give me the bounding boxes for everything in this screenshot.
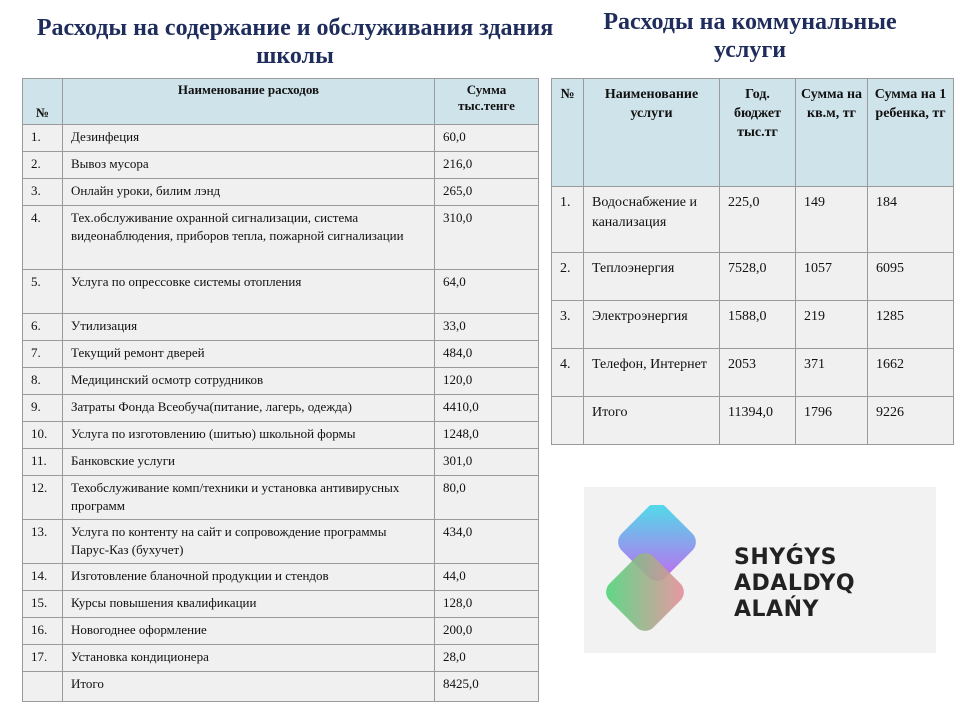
- logo-line-2: ADALDYQ ALAŃY: [734, 571, 856, 622]
- row-name: Дезинфеция: [63, 125, 435, 152]
- row-annual-budget: 11394,0: [720, 397, 796, 445]
- row-number: 8.: [23, 368, 63, 395]
- row-sum: 301,0: [435, 449, 539, 476]
- header-service: Наименование услуги: [584, 79, 720, 187]
- row-number: 1.: [23, 125, 63, 152]
- row-number: 3.: [23, 179, 63, 206]
- utilities-title: Расходы на коммунальные услуги: [603, 9, 897, 63]
- utilities-table: [551, 78, 954, 445]
- table-row: [23, 422, 539, 449]
- row-sum: 1248,0: [435, 422, 539, 449]
- table-row: [23, 368, 539, 395]
- logo-line-1: SHYǴYS: [734, 545, 838, 570]
- row-sum: 484,0: [435, 341, 539, 368]
- row-number: 16.: [23, 618, 63, 645]
- row-name: Банковские услуги: [63, 449, 435, 476]
- row-annual-budget: 2053: [720, 349, 796, 397]
- table-row: [552, 187, 954, 253]
- row-per-child: 1285: [868, 301, 954, 349]
- row-name: Услуга по контенту на сайт и сопровождение программы Парус-Каз (бухучет): [63, 520, 435, 564]
- row-sum: 8425,0: [435, 672, 539, 702]
- row-name: Изготовление бланочной продукции и стендов: [63, 564, 435, 591]
- row-service: Электроэнергия: [584, 301, 720, 349]
- row-name: Медицинский осмотр сотрудников: [63, 368, 435, 395]
- row-name: Курсы повышения квалификации: [63, 591, 435, 618]
- row-sum: 128,0: [435, 591, 539, 618]
- row-number: 14.: [23, 564, 63, 591]
- row-number: 4.: [552, 349, 584, 397]
- row-name: Вывоз мусора: [63, 152, 435, 179]
- row-name: Текущий ремонт дверей: [63, 341, 435, 368]
- row-name: Тех.обслуживание охранной сигнализации, система видеонаблюдения, приборов тепла, пожарной сигнализации: [63, 206, 435, 270]
- table-row: [552, 397, 954, 445]
- row-sum: 434,0: [435, 520, 539, 564]
- header-per-child: Сумма на 1 ребенка, тг: [868, 79, 954, 187]
- row-service: Итого: [584, 397, 720, 445]
- row-name: Утилизация: [63, 314, 435, 341]
- row-number: 9.: [23, 395, 63, 422]
- row-number: 2.: [552, 253, 584, 301]
- table-row: [23, 645, 539, 672]
- row-name: Техобслуживание комп/техники и установка антивирусных программ: [63, 476, 435, 520]
- row-number: 13.: [23, 520, 63, 564]
- row-name: Новогоднее оформление: [63, 618, 435, 645]
- row-sum: 4410,0: [435, 395, 539, 422]
- logo-mark-icon: [598, 505, 718, 635]
- row-number: [23, 672, 63, 702]
- row-number: 10.: [23, 422, 63, 449]
- header-number: №: [552, 79, 584, 187]
- table-row: [23, 179, 539, 206]
- row-sum: 200,0: [435, 618, 539, 645]
- row-number: 7.: [23, 341, 63, 368]
- table-row: [23, 476, 539, 520]
- row-sum: 310,0: [435, 206, 539, 270]
- row-per-child: 6095: [868, 253, 954, 301]
- expenses-table: [22, 78, 539, 702]
- table-row: [23, 618, 539, 645]
- table-row: [23, 395, 539, 422]
- row-sum: 120,0: [435, 368, 539, 395]
- expenses-title: Расходы на содержание и обслуживания здания школы: [36, 15, 554, 69]
- table-row: [23, 270, 539, 314]
- row-sum: 216,0: [435, 152, 539, 179]
- row-annual-budget: 7528,0: [720, 253, 796, 301]
- row-name: Установка кондиционера: [63, 645, 435, 672]
- table-row: [23, 152, 539, 179]
- row-per-sqm: 219: [796, 301, 868, 349]
- row-number: 5.: [23, 270, 63, 314]
- header-per-sqm: Сумма на кв.м, тг: [796, 79, 868, 187]
- logo-panel: [584, 487, 936, 653]
- row-name: Услуга по опрессовке системы отопления: [63, 270, 435, 314]
- header-sum: Сумма тыс.тенге: [435, 79, 539, 125]
- row-per-sqm: 1796: [796, 397, 868, 445]
- row-per-sqm: 149: [796, 187, 868, 253]
- table-row: [23, 449, 539, 476]
- table-row: [23, 341, 539, 368]
- table-header-row: [552, 79, 954, 187]
- header-name: Наименование расходов: [63, 79, 435, 125]
- row-sum: 60,0: [435, 125, 539, 152]
- row-number: 1.: [552, 187, 584, 253]
- row-service: Телефон, Интернет: [584, 349, 720, 397]
- header-number: №: [23, 79, 63, 125]
- row-name: Итого: [63, 672, 435, 702]
- row-service: Водоснабжение и канализация: [584, 187, 720, 253]
- table-row: [23, 520, 539, 564]
- row-number: 12.: [23, 476, 63, 520]
- row-sum: 28,0: [435, 645, 539, 672]
- row-sum: 44,0: [435, 564, 539, 591]
- row-number: 11.: [23, 449, 63, 476]
- row-number: 2.: [23, 152, 63, 179]
- logo-wordmark: [734, 545, 936, 623]
- row-sum: 265,0: [435, 179, 539, 206]
- header-annual-budget: Год. бюджет тыс.тг: [720, 79, 796, 187]
- row-annual-budget: 225,0: [720, 187, 796, 253]
- row-service: Теплоэнергия: [584, 253, 720, 301]
- table-row: [23, 206, 539, 270]
- row-sum: 64,0: [435, 270, 539, 314]
- row-sum: 80,0: [435, 476, 539, 520]
- table-row: [23, 125, 539, 152]
- row-number: [552, 397, 584, 445]
- table-header-row: [23, 79, 539, 125]
- table-row: [23, 591, 539, 618]
- row-number: 17.: [23, 645, 63, 672]
- row-number: 4.: [23, 206, 63, 270]
- row-name: Онлайн уроки, билим лэнд: [63, 179, 435, 206]
- row-annual-budget: 1588,0: [720, 301, 796, 349]
- row-number: 3.: [552, 301, 584, 349]
- row-per-sqm: 1057: [796, 253, 868, 301]
- row-per-child: 1662: [868, 349, 954, 397]
- row-per-sqm: 371: [796, 349, 868, 397]
- row-per-child: 9226: [868, 397, 954, 445]
- table-row: [552, 349, 954, 397]
- row-per-child: 184: [868, 187, 954, 253]
- row-number: 6.: [23, 314, 63, 341]
- table-row: [23, 672, 539, 702]
- row-sum: 33,0: [435, 314, 539, 341]
- table-row: [552, 301, 954, 349]
- table-row: [552, 253, 954, 301]
- table-row: [23, 564, 539, 591]
- row-name: Затраты Фонда Всеобуча(питание, лагерь, одежда): [63, 395, 435, 422]
- row-number: 15.: [23, 591, 63, 618]
- row-name: Услуга по изготовлению (шитью) школьной формы: [63, 422, 435, 449]
- table-row: [23, 314, 539, 341]
